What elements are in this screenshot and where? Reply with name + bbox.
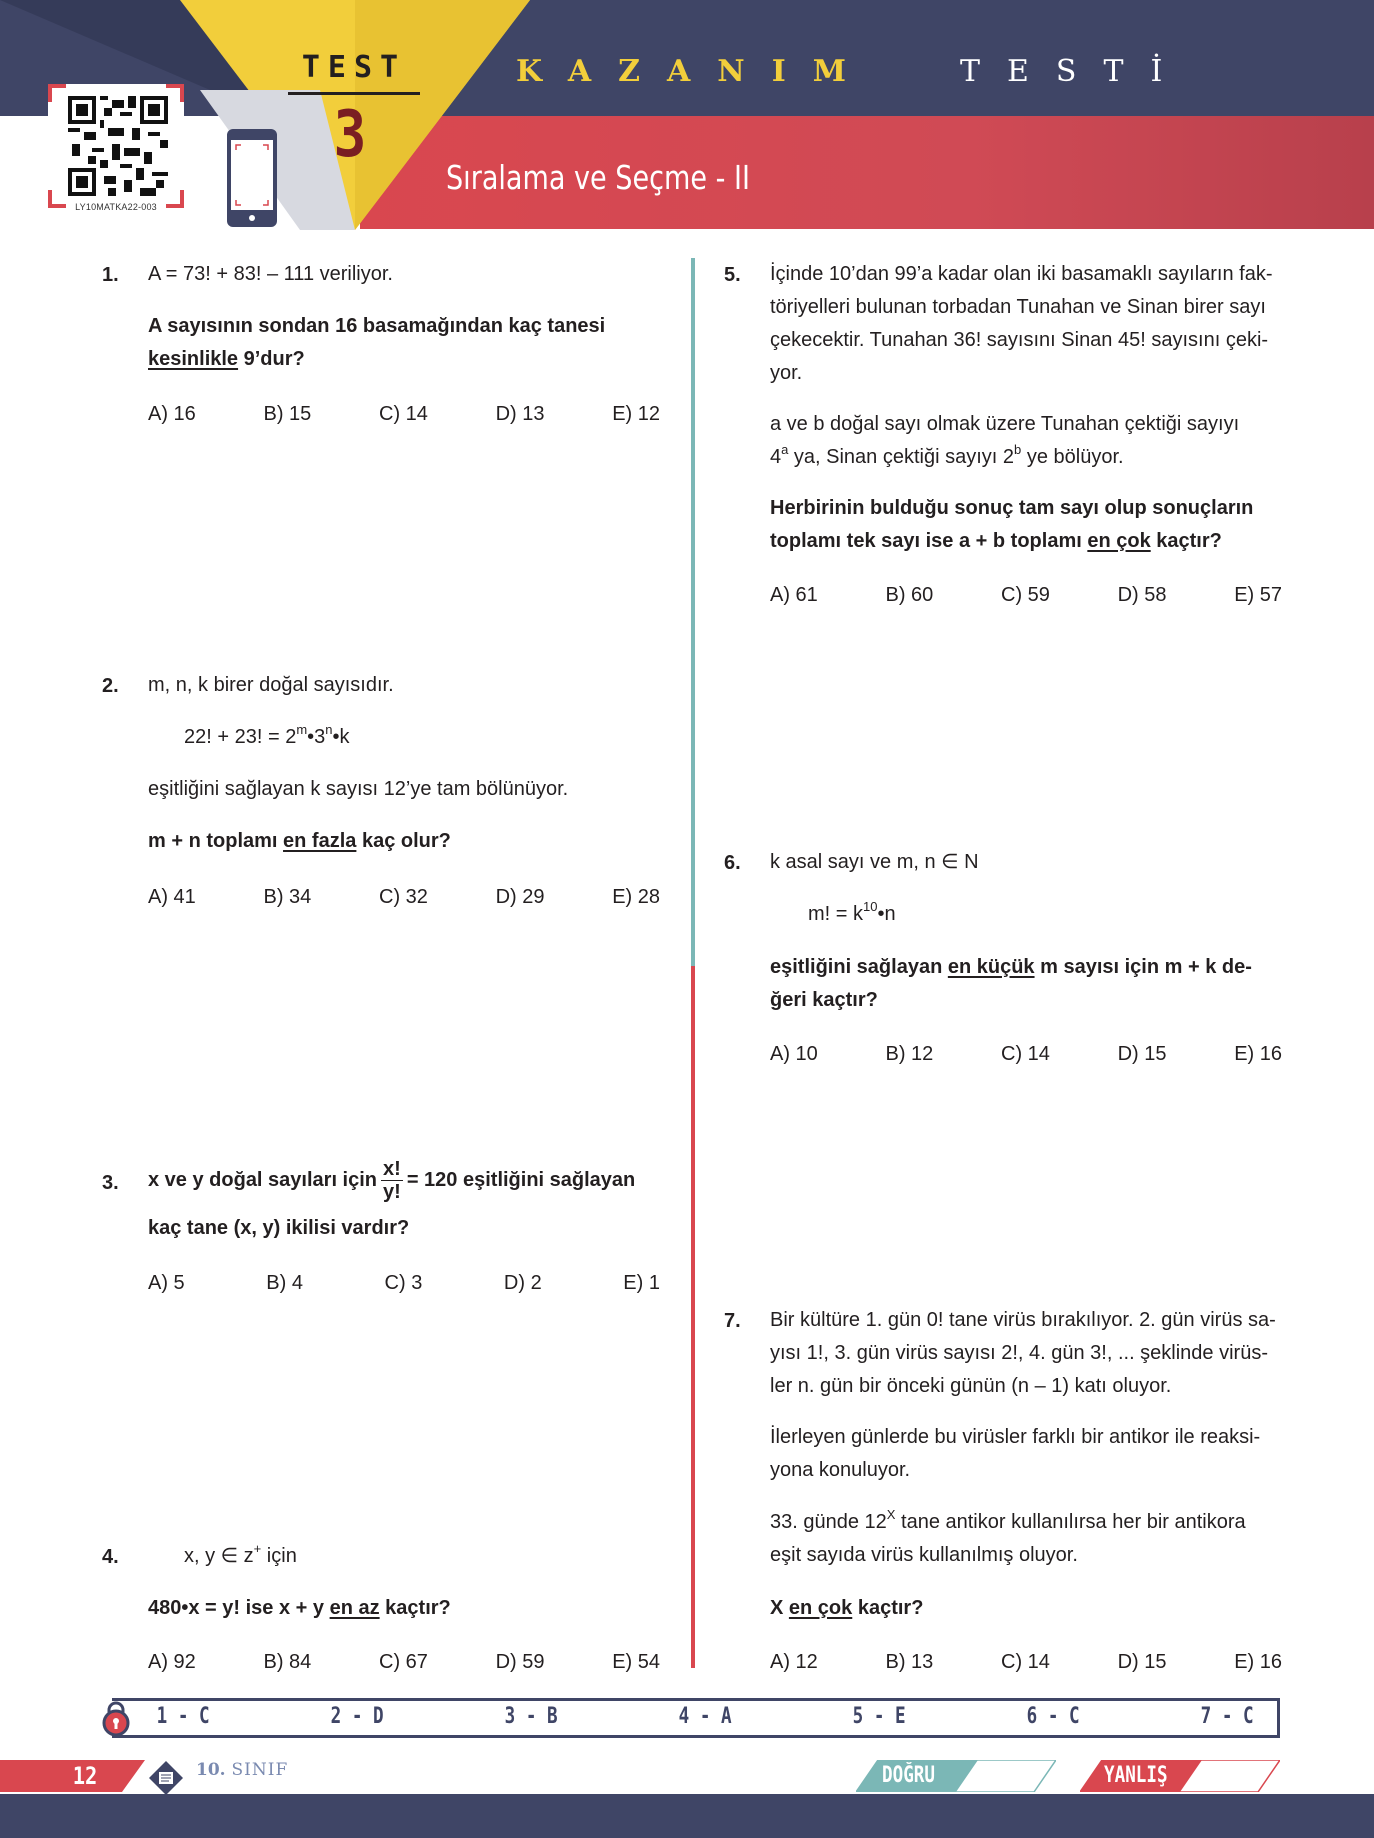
option-a[interactable]: A) 61	[770, 584, 818, 606]
option-b[interactable]: B) 84	[263, 1651, 312, 1673]
question-line: eşitliğini sağlayan k sayısı 12’ye tam bölünüyor.	[148, 778, 569, 800]
answer-key-item: 2 - D	[330, 1704, 384, 1729]
paragraph-line: 33. günde $12^X$ tane antikor kullanılırsa her bir antikora	[770, 1507, 1246, 1533]
option-d[interactable]: D) 59	[495, 1651, 545, 1673]
question-prompt: eşitliğini sağlayan en küçük m sayısı için m + k de-	[770, 956, 1252, 978]
option-e[interactable]: E) 1	[623, 1272, 660, 1294]
paragraph-line: 4$^a$ ya, Sinan çektiği sayıyı 2$^b$ ye bölüyor.	[770, 442, 1124, 468]
book-icon	[148, 1760, 184, 1796]
fraction: $\frac{x!}{y!}$	[383, 1158, 401, 1203]
option-e[interactable]: E) 12	[612, 403, 660, 425]
option-a[interactable]: A) 16	[148, 403, 196, 425]
option-c[interactable]: C) 59	[1001, 584, 1050, 606]
question-prompt: 480•x = y! ise x + y en az kaçtır?	[148, 1597, 451, 1619]
question-stem: k asal sayı ve m, n ∈ N	[770, 851, 979, 873]
option-e[interactable]: E) 16	[1234, 1651, 1282, 1673]
equation: m! = $k^{10}•n$	[808, 899, 896, 925]
question-prompt-line2: toplamı tek sayı ise a + b toplamı en çok kaçtır?	[770, 530, 1222, 552]
series-title-testi: TESTİ	[960, 54, 1190, 89]
paragraph-line: İçinde 10’dan 99’a kadar olan iki basamaklı sayıların fak-	[770, 263, 1273, 285]
paragraph-line: eşit sayıda virüs kullanılmış oluyor.	[770, 1544, 1078, 1566]
option-b[interactable]: B) 34	[263, 886, 312, 908]
paragraph-line: a ve b doğal sayı olmak üzere Tunahan çektiği sayıyı	[770, 413, 1240, 435]
correct-label: DOĞRU	[882, 1763, 935, 1788]
answer-options	[148, 1272, 660, 1295]
answer-key-item: 5 - E	[852, 1704, 906, 1729]
answer-key-item: 3 - B	[504, 1704, 558, 1729]
test-label-rule	[288, 92, 420, 95]
qr-caption: LY10MATKA22-003	[75, 202, 157, 212]
answer-key	[150, 1704, 1260, 1734]
answer-options	[148, 886, 660, 909]
option-b[interactable]: B) 15	[263, 403, 312, 425]
question-prompt: x ve y doğal sayıları için $\frac{x!}{y!}$ = 120 eşitliğini sağlayan	[148, 1158, 636, 1203]
question-number: 4.	[102, 1546, 119, 1568]
paragraph-line: yona konuluyor.	[770, 1459, 911, 1481]
paragraph-line: İlerleyen günlerde bu virüsler farklı bir antikor ile reaksi-	[770, 1426, 1261, 1448]
option-d[interactable]: D) 2	[503, 1272, 542, 1294]
paragraph-line: Bir kültüre 1. gün 0! tane virüs bırakılıyor. 2. gün virüs sa-	[770, 1309, 1276, 1331]
option-a[interactable]: A) 10	[770, 1043, 818, 1065]
page-number: 12	[72, 1762, 98, 1790]
question-number: 1.	[102, 264, 119, 286]
answer-options	[148, 403, 660, 426]
column-divider-bottom	[691, 966, 695, 1668]
series-title-kazanim: KAZANIM	[516, 54, 873, 89]
answer-key-item: 6 - C	[1026, 1704, 1080, 1729]
qr-code-icon[interactable]	[68, 96, 168, 196]
test-number: 3	[333, 98, 367, 172]
option-e[interactable]: E) 16	[1234, 1043, 1282, 1065]
option-a[interactable]: A) 5	[148, 1272, 185, 1294]
equation: 22! + 23! = $2^m•3^n•k$	[184, 722, 350, 748]
answer-options	[770, 1651, 1282, 1674]
footer-band	[0, 1794, 1374, 1838]
question-prompt: A sayısının sondan 16 basamağından kaç tanesi kesinlikle 9’dur?	[148, 315, 606, 370]
question-stem: x, y ∈ z+ için	[184, 1541, 297, 1567]
question-prompt-line2: kaç tane (x, y) ikilisi vardır?	[148, 1217, 410, 1239]
option-d[interactable]: D) 15	[1117, 1043, 1167, 1065]
option-d[interactable]: D) 58	[1117, 584, 1167, 606]
option-d[interactable]: D) 13	[495, 403, 545, 425]
option-c[interactable]: C) 14	[1001, 1043, 1050, 1065]
option-e[interactable]: E) 54	[612, 1651, 660, 1673]
option-c[interactable]: C) 32	[379, 886, 428, 908]
answer-key-item: 7 - C	[1200, 1704, 1254, 1729]
paragraph-line: yısı 1!, 3. gün virüs sayısı 2!, 4. gün 3!, ... şeklinde virüs-	[770, 1342, 1268, 1364]
option-a[interactable]: A) 92	[148, 1651, 196, 1673]
question-prompt-line2: ğeri kaçtır?	[770, 989, 878, 1011]
option-c[interactable]: C) 14	[1001, 1651, 1050, 1673]
wrong-label: YANLIŞ	[1104, 1763, 1168, 1788]
paragraph-line: çekecektir. Tunahan 36! sayısını Sinan 45! sayısını çeki-	[770, 329, 1269, 351]
paragraph-line: töriyelleri bulunan torbadan Tunahan ve Sinan birer sayı	[770, 296, 1266, 318]
question-stem: A = 73! + 83! – 111 veriliyor.	[148, 263, 393, 285]
answer-key-item: 1 - C	[156, 1704, 210, 1729]
option-c[interactable]: C) 67	[379, 1651, 428, 1673]
question-prompt: X en çok kaçtır?	[770, 1597, 924, 1619]
option-d[interactable]: D) 29	[495, 886, 545, 908]
option-a[interactable]: A) 12	[770, 1651, 818, 1673]
option-a[interactable]: A) 41	[148, 886, 196, 908]
question-prompt: Herbirinin bulduğu sonuç tam sayı olup sonuçların	[770, 497, 1254, 519]
option-b[interactable]: B) 12	[885, 1043, 934, 1065]
column-divider-top	[691, 258, 695, 966]
answer-options	[770, 1043, 1282, 1066]
option-e[interactable]: E) 28	[612, 886, 660, 908]
grade-label: 10. SINIF	[196, 1760, 289, 1780]
option-e[interactable]: E) 57	[1234, 584, 1282, 606]
phone-icon	[226, 128, 278, 228]
test-label: TEST	[301, 50, 407, 85]
question-stem: m, n, k birer doğal sayısıdır.	[148, 674, 394, 696]
option-d[interactable]: D) 15	[1117, 1651, 1167, 1673]
paragraph-line: ler n. gün bir önceki günün (n – 1) katı oluyor.	[770, 1375, 1172, 1397]
question-number: 6.	[724, 852, 741, 874]
lock-icon	[100, 1700, 132, 1736]
paragraph-line: yor.	[770, 362, 803, 384]
answer-options	[148, 1651, 660, 1674]
option-c[interactable]: C) 14	[379, 403, 428, 425]
option-b[interactable]: B) 4	[266, 1272, 303, 1294]
option-b[interactable]: B) 13	[885, 1651, 934, 1673]
option-c[interactable]: C) 3	[384, 1272, 423, 1294]
question-number: 5.	[724, 264, 741, 286]
answer-options	[770, 584, 1282, 607]
question-number: 7.	[724, 1310, 741, 1332]
answer-key-item: 4 - A	[678, 1704, 732, 1729]
option-b[interactable]: B) 60	[885, 584, 934, 606]
question-prompt: m + n toplamı en fazla kaç olur?	[148, 830, 451, 852]
page-title: Sıralama ve Seçme - II	[446, 158, 750, 197]
question-number: 3.	[102, 1172, 119, 1194]
question-number: 2.	[102, 675, 119, 697]
